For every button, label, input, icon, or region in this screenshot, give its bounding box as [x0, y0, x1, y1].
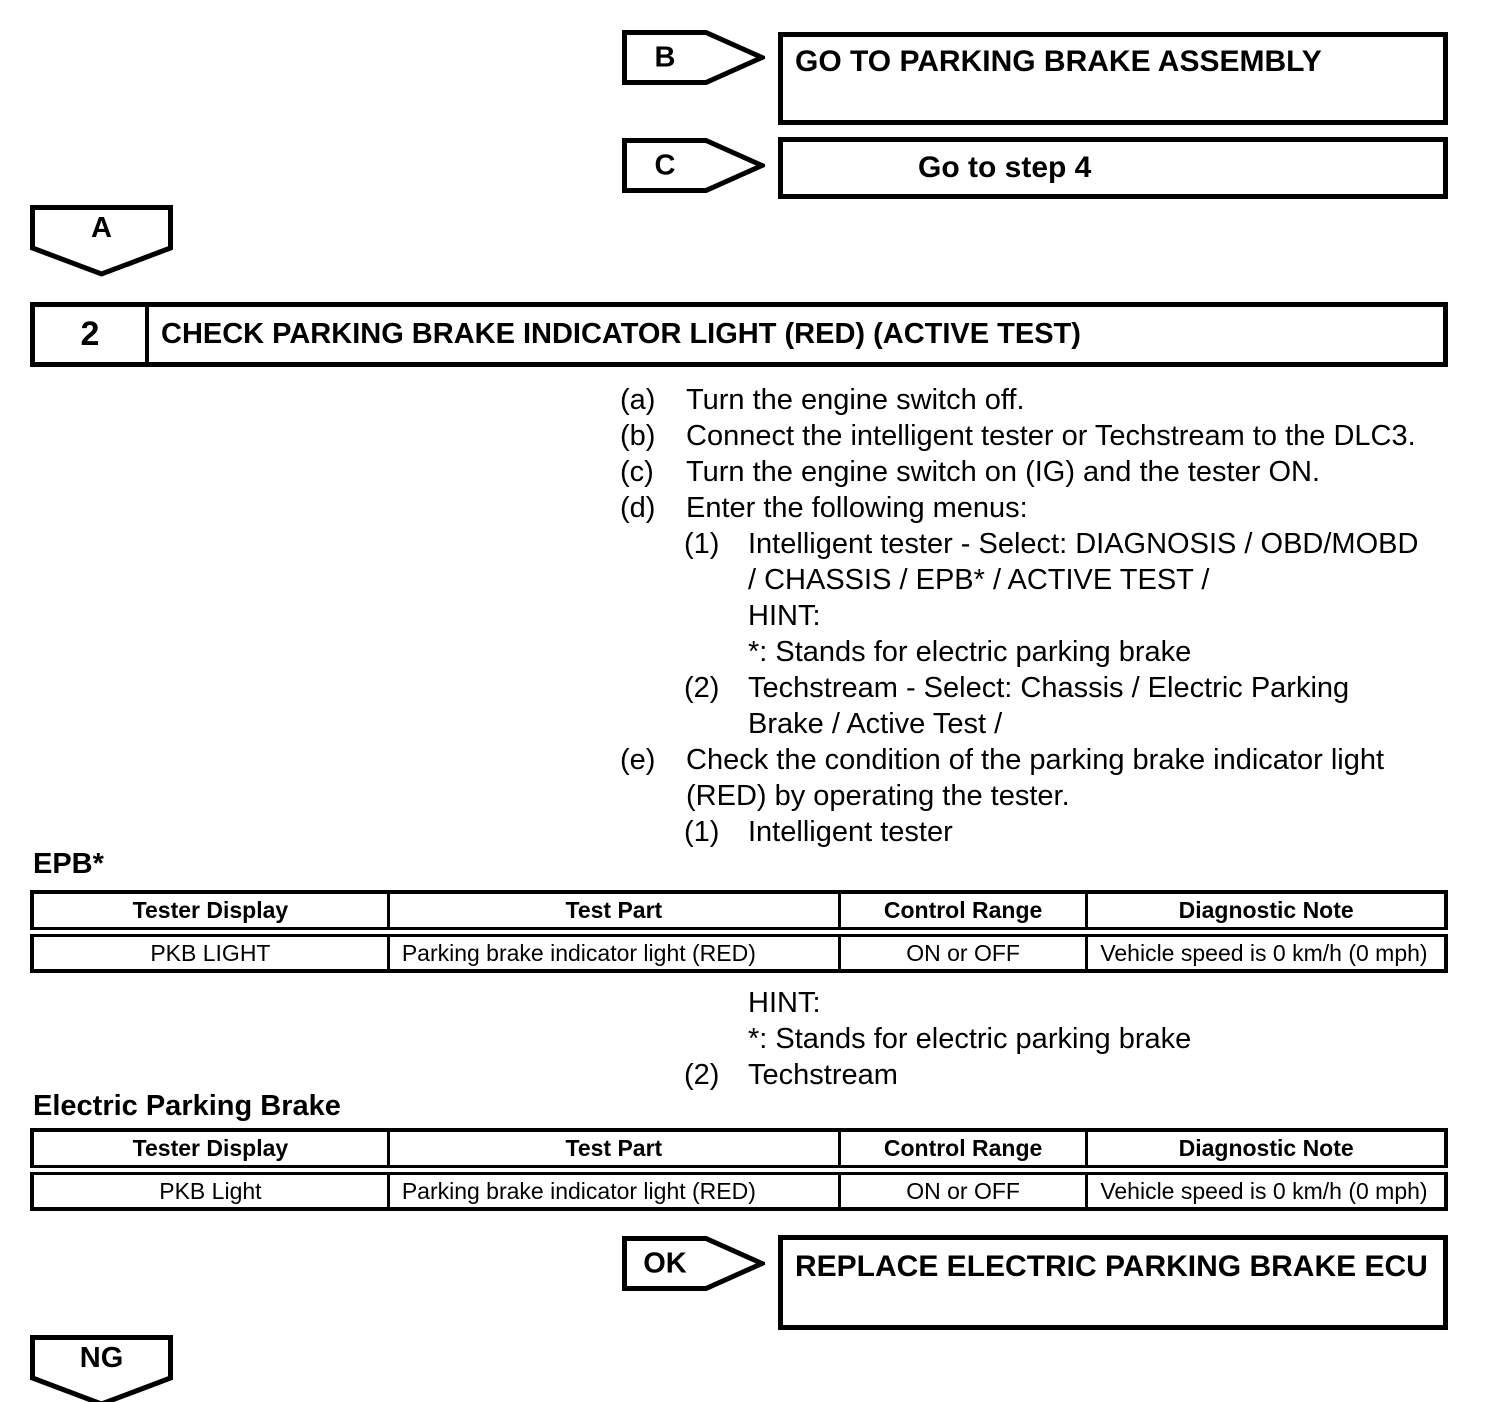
procedure-line: Intelligent tester - Select: DIAGNOSIS / OBD/MOBD	[748, 528, 1419, 560]
connector-c-action-box	[778, 137, 1448, 199]
table-cell: PKB LIGHT	[150, 939, 271, 966]
procedure-item-marker: (a)	[620, 384, 656, 416]
connector-ok-action-text: REPLACE ELECTRIC PARKING BRAKE ECU	[795, 1250, 1428, 1283]
procedure-item-marker: (d)	[620, 492, 656, 524]
table-cell: Parking brake indicator light (RED)	[388, 932, 839, 971]
connector-c-tab	[622, 138, 765, 193]
procedure-item-marker: (1)	[684, 816, 720, 848]
procedure-item-text	[686, 418, 1416, 454]
column-header: Test Part	[388, 892, 839, 932]
procedure-item-marker: (1)	[684, 528, 720, 560]
procedure-item-marker: (b)	[620, 420, 656, 452]
connector-ok-tab	[622, 1236, 765, 1291]
connector-a-tab	[30, 205, 173, 277]
hint-line: HINT:	[748, 987, 821, 1019]
procedure-item	[620, 418, 1480, 454]
connector-b-action-box	[778, 32, 1448, 125]
procedure-item-text	[686, 742, 1384, 814]
column-header: Diagnostic Note	[1087, 892, 1446, 932]
column-header: Tester Display	[32, 892, 388, 932]
procedure-line: Connect the intelligent tester or Techstream to the DLC3.	[686, 420, 1416, 452]
procedure-item	[620, 742, 1480, 814]
procedure-subitem	[684, 526, 1480, 670]
procedure-line: / CHASSIS / EPB* / ACTIVE TEST /	[748, 564, 1210, 596]
connector-ng-label: NG	[79, 1342, 124, 1374]
connector-ok-action-box	[778, 1235, 1448, 1330]
column-header: Test Part	[388, 1130, 839, 1170]
table-cell: Vehicle speed is 0 km/h (0 mph)	[1087, 1170, 1446, 1209]
procedure-item-marker: (2)	[684, 672, 720, 704]
connector-b-label: B	[654, 41, 676, 73]
procedure-subitem	[684, 1057, 898, 1093]
table-row	[32, 932, 1446, 971]
procedure-subitem	[684, 670, 1480, 742]
epb-table-caption: EPB*	[33, 848, 104, 880]
table-header-row	[32, 892, 1446, 932]
table-cell: ON or OFF	[839, 932, 1086, 971]
hint-note	[748, 985, 1191, 1057]
procedure-item-marker: (2)	[684, 1059, 720, 1091]
procedure-line: Techstream - Select: Chassis / Electric Parking	[748, 672, 1350, 704]
step-header-bar	[30, 302, 1448, 367]
procedure-item-text	[686, 490, 1028, 526]
column-header: Control Range	[839, 892, 1086, 932]
electric-parking-brake-table	[30, 1128, 1448, 1211]
connector-a-label: A	[91, 212, 112, 244]
electric-parking-brake-table-caption: Electric Parking Brake	[33, 1090, 341, 1122]
procedure-item-text: Techstream	[748, 1059, 898, 1091]
column-header: Diagnostic Note	[1087, 1130, 1446, 1170]
procedure-item-text	[748, 814, 953, 850]
procedure-line: Brake / Active Test /	[748, 708, 1003, 740]
procedure-line: Turn the engine switch on (IG) and the tester ON.	[686, 456, 1321, 488]
connector-b-action-text: GO TO PARKING BRAKE ASSEMBLY	[795, 45, 1322, 78]
procedure-item	[620, 490, 1480, 526]
procedure-item-text	[686, 454, 1320, 490]
procedure-item	[620, 382, 1480, 418]
procedure-line: HINT:	[748, 600, 821, 632]
procedure-subitem	[684, 814, 1480, 850]
procedure-item	[620, 454, 1480, 490]
column-header: Control Range	[839, 1130, 1086, 1170]
procedure-line: *: Stands for electric parking brake	[748, 636, 1192, 668]
procedure-item-text	[748, 670, 1349, 742]
table-cell: ON or OFF	[839, 1170, 1086, 1209]
table-header-row	[32, 1130, 1446, 1170]
table-cell: Parking brake indicator light (RED)	[388, 1170, 839, 1209]
table-cell: Vehicle speed is 0 km/h (0 mph)	[1087, 932, 1446, 971]
connector-c-label: C	[654, 149, 676, 181]
procedure-line: Check the condition of the parking brake indicator light	[686, 744, 1385, 776]
table-cell: PKB Light	[159, 1177, 262, 1204]
connector-ok-label: OK	[643, 1247, 687, 1279]
procedure-item-text	[748, 526, 1418, 670]
epb-table	[30, 890, 1448, 973]
connector-c-action-text: Go to step 4	[918, 151, 1092, 184]
table-row	[32, 1170, 1446, 1209]
procedure-list	[620, 382, 1480, 850]
procedure-line: Turn the engine switch off.	[686, 384, 1025, 416]
column-header: Tester Display	[32, 1130, 388, 1170]
procedure-line: (RED) by operating the tester.	[686, 780, 1070, 812]
procedure-item-marker: (e)	[620, 744, 656, 776]
hint-line: *: Stands for electric parking brake	[748, 1023, 1192, 1055]
procedure-line: Enter the following menus:	[686, 492, 1028, 524]
procedure-item-text	[686, 382, 1025, 418]
procedure-line: Intelligent tester	[748, 816, 953, 848]
step-number: 2	[35, 307, 149, 362]
step-title: CHECK PARKING BRAKE INDICATOR LIGHT (RED) (ACTIVE TEST)	[161, 318, 1081, 350]
connector-b-tab	[622, 30, 765, 85]
connector-ng-tab	[30, 1335, 173, 1402]
procedure-item-marker: (c)	[620, 456, 654, 488]
